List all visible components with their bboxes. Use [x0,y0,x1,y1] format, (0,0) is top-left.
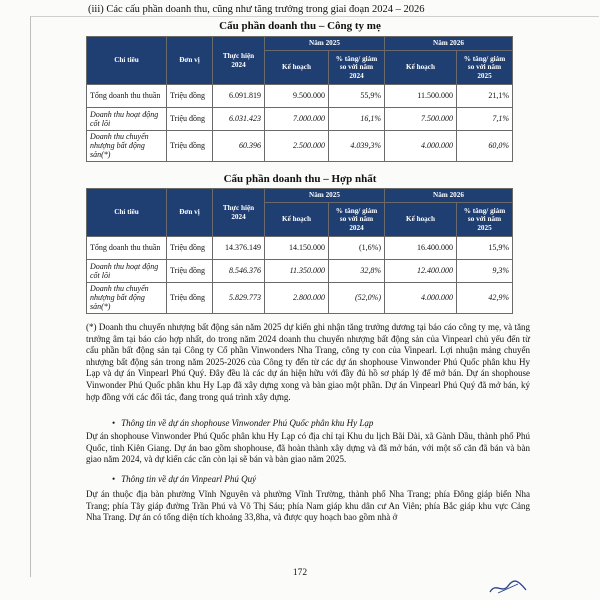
page-number: 172 [292,568,308,578]
section-heading: (iii) Các cấu phần doanh thu, cũng như tăng trưởng trong giai đoạn 2024 – 2026 [88,4,425,15]
row-pct2025: (1,6%) [329,237,385,260]
bullet-hy-lap [112,418,373,428]
row-pct2026: 60,0% [457,131,513,162]
bullet-phu-quy [112,474,256,484]
row-pct2026: 15,9% [457,237,513,260]
table1 [86,36,513,162]
table-row [87,131,513,162]
row-pct2025: 4.039,3% [329,131,385,162]
th-pct-2026: % tăng/ giảm so với năm 2025 [457,203,513,237]
table-row [87,260,513,283]
row-kh2026: 11.500.000 [385,85,457,108]
row-kh2026: 7.500.000 [385,108,457,131]
th-thuc-hien-2024: Thực hiện 2024 [213,189,265,237]
paragraph-phu-quy: Dự án thuộc địa bàn phường Vĩnh Nguyên và phường Vĩnh Trường, thành phố Nha Trang; phía Đông giáp biển Nha Trang; phía Tây giáp đường Trần Phú và Võ Thị Sáu; phía Nam giáp khu dân cư An Viên; phía Bắc giáp khu vực Cảng Nha Trang. Dự án có tổng diện tích khoảng 33,8ha, và được quy hoạch bao gồm nhà ở [86,489,530,523]
row-kh2025: 2.500.000 [265,131,329,162]
table1-title: Cấu phần doanh thu – Công ty mẹ [219,20,381,32]
row-pct2025: 16,1% [329,108,385,131]
table2 [86,188,513,314]
th-ke-hoach-2026: Kế hoạch [385,51,457,85]
th-pct-2026: % tăng/ giảm so với năm 2025 [457,51,513,85]
th-pct-2025: % tăng/ giảm so với năm 2024 [329,203,385,237]
row-kh2025: 9.500.000 [265,85,329,108]
th-pct-2025: % tăng/ giảm so với năm 2024 [329,51,385,85]
row-unit: Triệu đồng [167,237,213,260]
row-kh2026: 4.000.000 [385,283,457,314]
table-row [87,85,513,108]
row-th2024: 5.829.773 [213,283,265,314]
paragraph-hy-lap: Dự án shophouse Vinwonder Phú Quốc phân khu Hy Lạp có địa chỉ tại Khu du lịch Bãi Dài, xã Gành Dầu, thành phố Phú Quốc, tỉnh Kiên Giang. Dự án bao gồm shophouse, đã hoàn thành xây dựng và đã mở bán, với một số căn đã bán và bàn giao năm 2024, và dự kiến các căn còn lại sẽ bán và bàn giao năm 2025. [86,431,530,465]
th-ke-hoach-2025: Kế hoạch [265,51,329,85]
row-unit: Triệu đồng [167,260,213,283]
row-unit: Triệu đồng [167,108,213,131]
row-kh2026: 16.400.000 [385,237,457,260]
row-pct2026: 7,1% [457,108,513,131]
table-row [87,283,513,314]
row-pct2026: 9,3% [457,260,513,283]
row-pct2025: 55,9% [329,85,385,108]
row-label: Doanh thu hoạt động cốt lõi [87,260,167,283]
row-label: Doanh thu chuyển nhượng bất động sản(*) [87,283,167,314]
signature-mark [488,578,528,596]
row-th2024: 6.091.819 [213,85,265,108]
bullet-phu-quy-text: Thông tin về dự án Vinpearl Phú Quý [121,474,257,484]
th-don-vi: Đơn vị [167,189,213,237]
row-th2024: 14.376.149 [213,237,265,260]
th-ke-hoach-2025: Kế hoạch [265,203,329,237]
table-row [87,237,513,260]
row-label: Tổng doanh thu thuần [87,237,167,260]
row-unit: Triệu đồng [167,131,213,162]
th-thuc-hien-2024: Thực hiện 2024 [213,37,265,85]
row-label: Doanh thu hoạt động cốt lõi [87,108,167,131]
bullet-icon: • [112,418,116,428]
footnote-paragraph: (*) Doanh thu chuyển nhượng bất động sản năm 2025 dự kiến ghi nhận tăng trưởng dương tại báo cáo công ty mẹ, và tăng trưởng âm tại báo cáo hợp nhất, do trong năm 2024 doanh thu chuyển nhượng bất động sản của Vinpearl chủ yếu đến từ cấu phần bất động sản tại Công ty Cổ phần Vinwonders Nha Trang, công ty con của Vinpearl. Lợi nhuận mảng chuyển nhượng bất động sản trong năm 2025-2026 của Công ty đến từ các dự án shophouse Vinwonder Phú Quốc phân khu Hy Lạp và dự án Vinpearl Phú Quý. Đây đều là các dự án hiện hữu với đầy đủ hồ sơ pháp lý để mở bán. Dự án shophouse Vinwonder Phú Quốc phân khu Hy Lạp đã xây dựng xong và bàn giao một phần. Dự án Vinpearl Phú Quý đã mở bán, ký hợp đồng với các đối tác, đang trong quá trình xây dựng. [86,322,530,402]
th-nam-2025: Năm 2025 [265,37,385,51]
table2-title: Cấu phần doanh thu – Hợp nhất [223,173,377,185]
th-nam-2026: Năm 2026 [385,37,513,51]
row-kh2025: 11.350.000 [265,260,329,283]
table-row [87,108,513,131]
row-pct2026: 42,9% [457,283,513,314]
bullet-hy-lap-text: Thông tin về dự án shophouse Vinwonder Phú Quốc phân khu Hy Lạp [121,418,374,428]
th-don-vi: Đơn vị [167,37,213,85]
row-unit: Triệu đồng [167,85,213,108]
th-nam-2026: Năm 2026 [385,189,513,203]
row-pct2026: 21,1% [457,85,513,108]
row-label: Doanh thu chuyển nhượng bất động sản(*) [87,131,167,162]
th-ke-hoach-2026: Kế hoạch [385,203,457,237]
row-kh2026: 4.000.000 [385,131,457,162]
row-pct2025: (52,0%) [329,283,385,314]
row-kh2026: 12.400.000 [385,260,457,283]
row-kh2025: 2.800.000 [265,283,329,314]
row-pct2025: 32,8% [329,260,385,283]
row-th2024: 8.546.376 [213,260,265,283]
row-label: Tổng doanh thu thuần [87,85,167,108]
th-chi-tieu: Chỉ tiêu [87,37,167,85]
th-nam-2025: Năm 2025 [265,189,385,203]
th-chi-tieu: Chỉ tiêu [87,189,167,237]
row-kh2025: 14.150.000 [265,237,329,260]
row-th2024: 6.031.423 [213,108,265,131]
row-kh2025: 7.000.000 [265,108,329,131]
bullet-icon: • [112,474,116,484]
row-th2024: 60.396 [213,131,265,162]
row-unit: Triệu đồng [167,283,213,314]
